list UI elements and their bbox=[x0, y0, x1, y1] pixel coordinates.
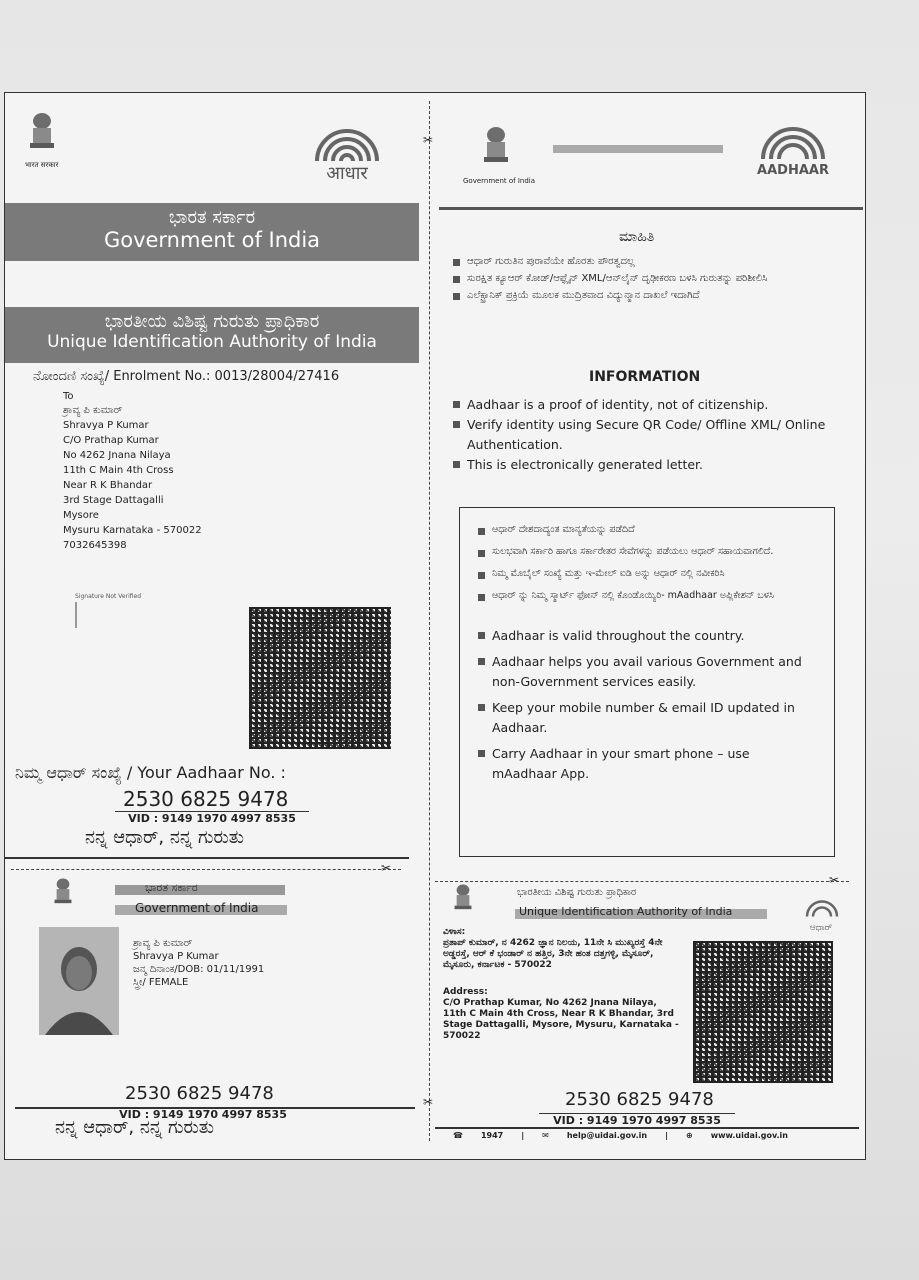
tagline: ನನ್ನ ಆಧಾರ್, ನನ್ನ ಗುರುತು bbox=[85, 827, 244, 848]
card-header-stripe bbox=[115, 885, 285, 895]
signature-status: Signature Not Verified bbox=[75, 593, 142, 600]
card-back-rule bbox=[435, 1127, 859, 1129]
list-item: ಆಧಾರ್ ಗುರುತಿನ ಪುರಾವೆಯೇ ಹೊರತು ಪೌರತ್ವದಲ್ಲ bbox=[453, 253, 783, 270]
emblem-left bbox=[25, 111, 59, 170]
benefits-box bbox=[459, 507, 835, 857]
scissors-icon: ✂ bbox=[381, 861, 392, 875]
list-item: Keep your mobile number & email ID updated in Aadhaar. bbox=[478, 698, 814, 738]
address-line: 7032645398 bbox=[63, 540, 127, 551]
globe-icon: ⊕ bbox=[685, 1131, 693, 1140]
card-uidai-en: Unique Identification Authority of India bbox=[519, 905, 733, 918]
benefits-kn-list bbox=[478, 522, 810, 604]
list-item: ಎಲೆಕ್ಟ್ರಾನಿಕ್ ಪ್ರಕ್ರಿಯೆ ಮೂಲಕ ಮುದ್ರಿತವಾದ ವಿದ್ಯುನ್ಮಾನ ದಾಖಲೆ ಇದಾಗಿದೆ bbox=[453, 287, 783, 304]
card-gov-kn: ಭಾರತ ಸರ್ಕಾರ bbox=[145, 881, 198, 894]
gov-en: Government of India bbox=[103, 228, 321, 252]
address-kn-label: ವಿಳಾಸ: bbox=[443, 927, 466, 937]
card-gov-en: Government of India bbox=[135, 901, 259, 915]
address-en-text: C/O Prathap Kumar, No 4262 Jnana Nilaya, 11th C Main 4th Cross, Near R K Bhandar, 3rd Stage Dattagalli, Mysore, Mysuru, Karnataka - 570022 bbox=[443, 998, 679, 1041]
cut-line-horizontal-right bbox=[435, 881, 849, 882]
ashoka-emblem-icon bbox=[25, 111, 59, 159]
aadhaar-number: 2530 6825 9478 bbox=[123, 787, 289, 811]
website: www.uidai.gov.in bbox=[710, 1131, 788, 1140]
separator: | bbox=[665, 1131, 668, 1140]
list-item: ಸುರಕ್ಷಿತ ಕ್ಯೂಆರ್ ಕೋಡ್/ಆಫ್ಲೈನ್ XML/ಆನ್‌ಲೈನ್ ದೃಢೀಕರಣ ಬಳಸಿ ಗುರುತನ್ನು ಪರಿಶೀಲಿಸಿ bbox=[453, 270, 783, 287]
list-item: ಆಧಾರ್ ದೇಶದಾದ್ಯಂತ ಮಾನ್ಯತೆಯನ್ನು ಪಡೆದಿದೆ bbox=[478, 522, 810, 538]
header-rule bbox=[439, 207, 863, 210]
address-line: 3rd Stage Dattagalli bbox=[63, 495, 164, 506]
uidai-kn: ಭಾರತೀಯ ವಿಶಿಷ್ಟ ಗುರುತು ಪ್ರಾಧಿಕಾರ bbox=[104, 311, 320, 332]
phone-number: 1947 bbox=[480, 1131, 504, 1140]
digital-signature bbox=[75, 593, 155, 628]
uidai-en: Unique Identification Authority of India bbox=[47, 332, 377, 352]
card-back-aadhaar-number: 2530 6825 9478 bbox=[565, 1089, 714, 1110]
address-line: C/O Prathap Kumar bbox=[63, 435, 159, 446]
aadhaar-label: ನಿಮ್ಮ ಆಧಾರ್ ಸಂಖ್ಯೆ / Your Aadhaar No. : bbox=[15, 763, 286, 782]
aadhaar-logo-text: AADHAAR bbox=[757, 163, 829, 178]
emblem-caption: भारत सरकार bbox=[25, 161, 59, 169]
scissors-icon: ✂ bbox=[829, 873, 840, 887]
emblem-right bbox=[463, 125, 536, 185]
contact-footer bbox=[453, 1131, 788, 1140]
holder-name-en: Shravya P Kumar bbox=[133, 951, 219, 962]
list-item: Aadhaar is a proof of identity, not of citizenship. bbox=[453, 395, 857, 415]
address-line: 11th C Main 4th Cross bbox=[63, 465, 174, 476]
separator: | bbox=[521, 1131, 525, 1140]
card-vid: VID : 9149 1970 4997 8535 bbox=[113, 1107, 293, 1121]
address-line: Shravya P Kumar bbox=[63, 420, 149, 431]
card-address-kn bbox=[443, 927, 687, 971]
list-item: Carry Aadhaar in your smart phone – use mAadhaar App. bbox=[478, 744, 814, 784]
ashoka-emblem-icon bbox=[479, 125, 513, 173]
info-list bbox=[453, 395, 857, 475]
list-item: ಆಧಾರ್ ನ್ನು ನಿಮ್ಮ ಸ್ಮಾರ್ಟ್ ಫೋನ್ ನಲ್ಲಿ ಕೊಂಡೊಯ್ಯಿರಿ- mAadhaar ಅಪ್ಲಿಕೇಶನ್ ಬಳಸಿ bbox=[478, 588, 810, 604]
qr-code-letter bbox=[249, 607, 391, 749]
aadhaar-letter bbox=[4, 92, 866, 1160]
card-back-vid: VID : 9149 1970 4997 8535 bbox=[539, 1113, 735, 1127]
list-item: Aadhaar is valid throughout the country. bbox=[478, 626, 814, 646]
mail-icon: ✉ bbox=[542, 1131, 549, 1140]
holder-photo bbox=[39, 927, 119, 1035]
scissors-icon: ✂ bbox=[423, 133, 434, 147]
card-front-emblem bbox=[51, 877, 75, 915]
card-front-rule bbox=[15, 1107, 415, 1109]
aadhaar-fingerprint-icon bbox=[743, 123, 839, 161]
card-tagline: ನನ್ನ ಆಧಾರ್, ನನ್ನ ಗುರುತು bbox=[55, 1117, 214, 1138]
card-holder-details bbox=[133, 937, 264, 989]
benefits-en-list bbox=[478, 626, 814, 784]
cut-line-horizontal-left bbox=[11, 869, 401, 870]
address-line: Near R K Bhandar bbox=[63, 480, 153, 491]
list-item: ನಿಮ್ಮ ಮೊಬೈಲ್ ಸಂಖ್ಯೆ ಮತ್ತು ಇ-ಮೇಲ್ ಐಡಿ ಅನ್ನು ಆಧಾರ್ ನಲ್ಲಿ ನವೀಕರಿಸಿ bbox=[478, 566, 810, 582]
list-item: Aadhaar helps you avail various Government and non-Government services easily. bbox=[478, 652, 814, 692]
aadhaar-logo-left bbox=[297, 125, 397, 185]
gov-kn: ಭಾರತ ಸರ್ಕಾರ bbox=[168, 207, 256, 228]
ashoka-emblem-icon bbox=[51, 877, 75, 911]
enrolment-number: ನೋಂದಣಿ ಸಂಖ್ಯೆ/ Enrolment No.: 0013/28004/27416 bbox=[33, 369, 340, 384]
address-en-label: Address: bbox=[443, 987, 488, 997]
ashoka-emblem-icon bbox=[451, 883, 475, 917]
list-item: Verify identity using Secure QR Code/ Offline XML/ Online Authentication. bbox=[453, 415, 857, 455]
card-aadhaar-logo bbox=[791, 897, 851, 933]
signature-mark bbox=[75, 602, 127, 628]
header-stripe bbox=[553, 145, 723, 153]
address-line: Mysore bbox=[63, 510, 99, 521]
card-address-en bbox=[443, 987, 683, 1042]
address-line: Mysuru Karnataka - 570022 bbox=[63, 525, 202, 536]
aadhaar-fingerprint-icon bbox=[797, 897, 845, 919]
info-title: INFORMATION bbox=[589, 369, 701, 385]
address-line: ಶ್ರಾವ್ಯ ಪಿ ಕುಮಾರ್ bbox=[63, 405, 123, 416]
scissors-icon: ✂ bbox=[423, 1095, 434, 1109]
card-logo-text: ಆಧಾರ್ bbox=[809, 923, 833, 933]
vid-number: VID : 9149 1970 4997 8535 bbox=[115, 811, 309, 825]
aadhaar-logo-right bbox=[743, 123, 843, 178]
list-item: ಸುಲಭವಾಗಿ ಸರ್ಕಾರಿ ಹಾಗೂ ಸರ್ಕಾರೇತರ ಸೇವೆಗಳನ್ನು ಪಡೆಯಲು ಆಧಾರ್ ಸಹಾಯವಾಗಲಿದೆ. bbox=[478, 544, 810, 560]
recipient-address bbox=[63, 403, 263, 553]
gov-band bbox=[5, 203, 419, 261]
cut-line-vertical bbox=[429, 101, 430, 1141]
holder-name-kn: ಶ್ರಾವ್ಯ ಪಿ ಕುಮಾರ್ bbox=[133, 938, 193, 949]
recipient-to: To bbox=[63, 391, 74, 402]
info-kn-title: ಮಾಹಿತಿ bbox=[619, 229, 655, 245]
info-kn-list bbox=[453, 253, 783, 304]
address-kn-text: ಪ್ರತಾಪ್ ಕುಮಾರ್, ನ 4262 ಜ್ಞಾನ ನಿಲಯ, 11ನೇ ಸಿ ಮುಖ್ಯರಸ್ತೆ 4ನೇ ಅಡ್ಡರಸ್ತೆ, ಆರ್ ಕೆ ಭಂಡಾರ್ ನ ಹತ್ತಿರ, 3ನೇ ಹಂತ ದತ್ತಗಳ್ಳಿ, ಮೈಸೂರ್, ಮೈಸೂರು, ಕರ್ನಾಟಕ - 570022 bbox=[443, 938, 663, 970]
person-photo-icon bbox=[39, 927, 119, 1035]
divider bbox=[5, 857, 409, 859]
list-item: This is electronically generated letter. bbox=[453, 455, 857, 475]
email-address: help@uidai.gov.in bbox=[566, 1131, 648, 1140]
gov-caption: Government of India bbox=[463, 177, 536, 185]
card-back-emblem bbox=[451, 883, 475, 921]
phone-icon: ☎ bbox=[453, 1131, 463, 1140]
card-aadhaar-number: 2530 6825 9478 bbox=[125, 1083, 274, 1104]
holder-dob: ಜನ್ಮ ದಿನಾಂಕ/DOB: 01/11/1991 bbox=[133, 964, 265, 975]
address-line: No 4262 Jnana Nilaya bbox=[63, 450, 171, 461]
aadhaar-fingerprint-icon bbox=[297, 125, 393, 163]
qr-code-card bbox=[693, 941, 833, 1083]
uidai-band bbox=[5, 307, 419, 363]
aadhaar-logo-text: आधार bbox=[326, 163, 368, 184]
holder-gender: ಸ್ತ್ರೀ/ FEMALE bbox=[133, 977, 189, 988]
card-uidai-kn: ಭಾರತೀಯ ವಿಶಿಷ್ಟ ಗುರುತು ಪ್ರಾಧಿಕಾರ bbox=[517, 887, 637, 898]
